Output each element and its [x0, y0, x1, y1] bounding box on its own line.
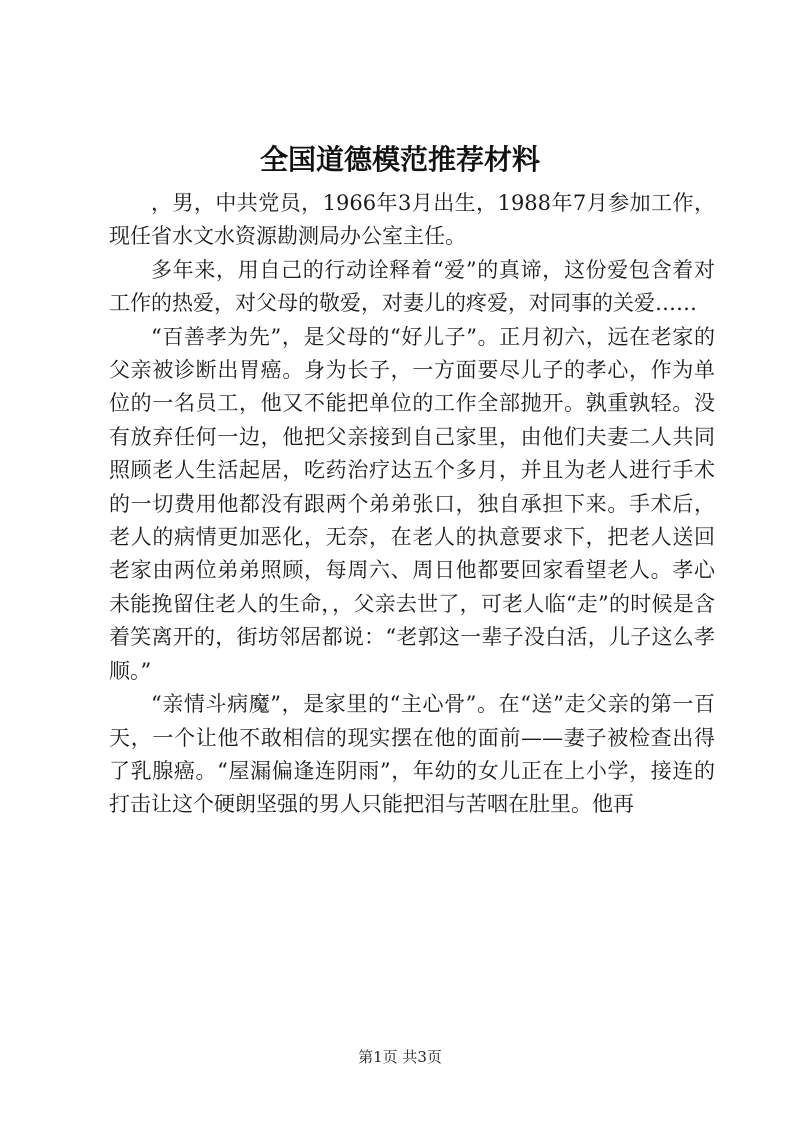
- document-title: 全国道德模范推荐材料: [259, 143, 540, 176]
- paragraph-intro: ，男，中共党员，1966年3月出生，1988年7月参加工作，现任省水文水资源勘测局办公室主任。: [109, 191, 715, 249]
- page-number-footer: 第1页 共3页: [358, 1048, 442, 1066]
- paragraph-filial-piety: “百善孝为先”，是父母的“好儿子”。正月初六，远在老家的父亲被诊断出胃癌。身为长子，一方面要尽儿子的孝心，作为单位的一名员工，他又不能把单位的工作全部抛开。孰重孰轻。没有放弃任何一边，他把父亲接到自己家里，由他们夫妻二人共同照顾老人生活起居，吃药治疗达五个多月，并且为老人进行手术的一切费用他都没有跟两个弟弟张口，独自承担下来。手术后，老人的病情更加恶化，无奈，在老人的执意要求下，把老人送回老家由两位弟弟照顾，每周六、周日他都要回家看望老人。孝心未能挽留住老人的生命，，父亲去世了，可老人临“走”的时候是含着笑离开的，街坊邻居都说：“老郭这一辈子没白活，儿子这么孝顺。”: [109, 324, 715, 683]
- document-body: [109, 187, 715, 822]
- paragraph-family-illness: “亲情斗病魔”，是家里的“主心骨”。在“送”走父亲的第一百天，一个让他不敢相信的现实摆在他的面前——妻子被检查出得了乳腺癌。“屋漏偏逢连阴雨”，年幼的女儿正在上小学，接连的打击让这个硬朗坚强的男人只能把泪与苦咽在肚里。他再: [109, 692, 715, 817]
- paragraph-love: 多年来，用自己的行动诠释着“爱”的真谛，这份爱包含着对工作的热爱，对父母的敬爱，对妻儿的疼爱，对同事的关爱……: [109, 257, 715, 316]
